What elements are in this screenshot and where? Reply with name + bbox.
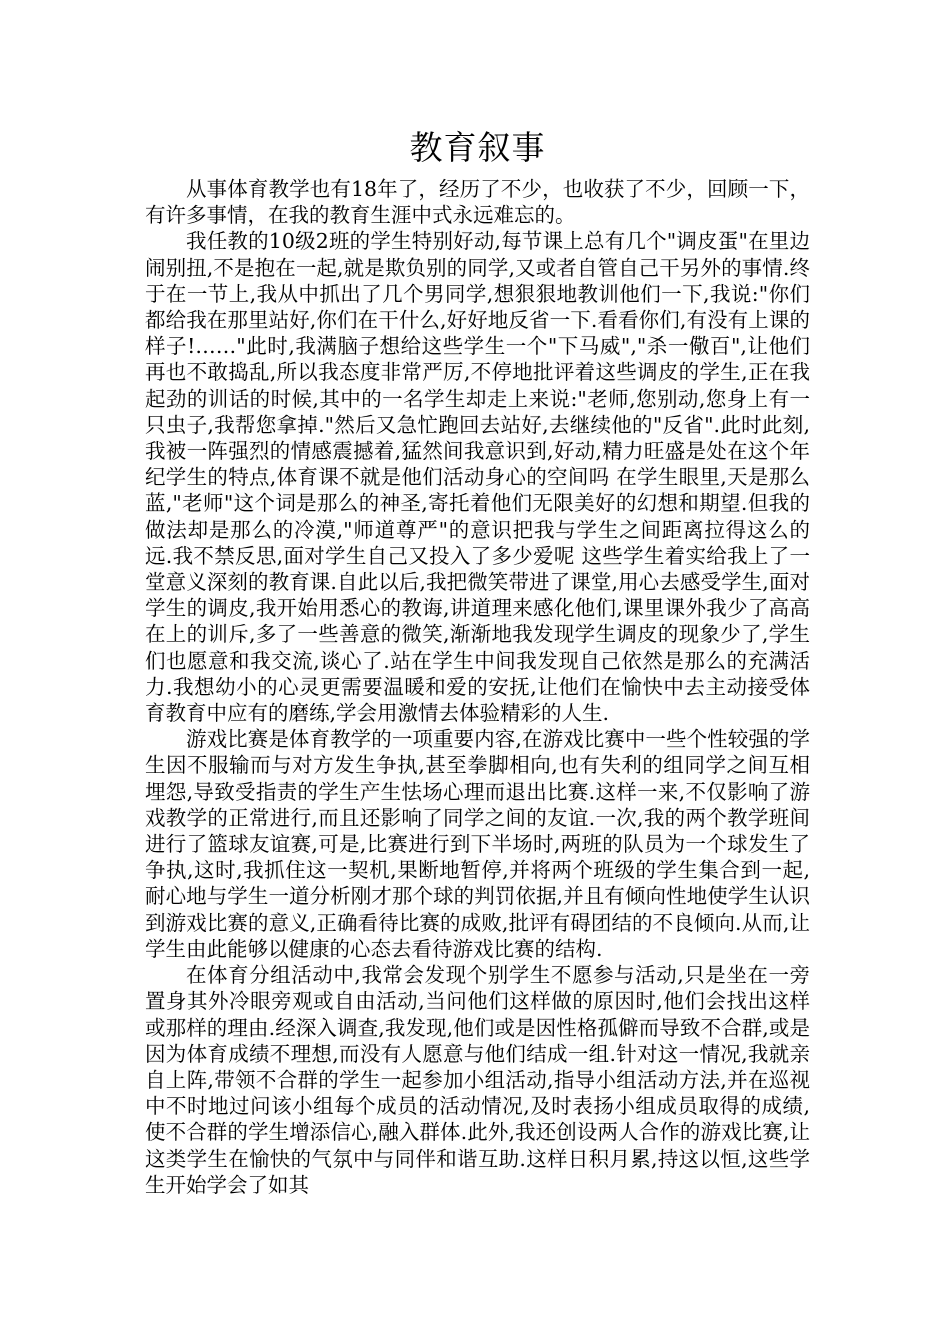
paragraph-4: 在体育分组活动中,我常会发现个别学生不愿参与活动,只是坐在一旁置身其外冷眼旁观或自由活动,当问他们这样做的原因时,他们会找出这样或那样的理由.经深入调查,我发现,他们或是因性格孤僻而导致不合群,或是因为体育成绩不理想,而没有人愿意与他们结成一组.针对这一情况,我就亲自上阵,带领不合群的学生一起参加小组活动,指导小组活动方法,并在巡视中不时地过问该小组每个成员的活动情况,及时表扬小组成员取得的成绩,使不合群的学生增添信心,融入群体.此外,我还创设两人合作的游戏比赛,让这类学生在愉快的气氛中与同伴和谐互助.这样日积月累,持这以恒,这些学生开始学会了如其 — [145, 963, 810, 1197]
paragraph-2: 我任教的10级2班的学生特别好动,每节课上总有几个"调皮蛋"在里边闹别扭,不是抱在一起,就是欺负别的同学,又或者自管自己干另外的事情.终于在一节上,我从中抓出了几个男同学,想狠狠地教训他们一下,我说:"你们都给我在那里站好,你们在干什么,好好地反省一下.看看你们,有没有上课的样子!……"此时,我满脑子想给这些学生一个"下马威","杀一儆百",让他们再也不敢捣乱,所以我态度非常严厉,不停地批评着这些调皮的学生,正在我起劲的训话的时候,其中的一名学生却走上来说:"老师,您别动,您身上有一只虫子,我帮您拿掉."然后又急忙跑回去站好,去继续他的"反省".此时此刻,我被一阵强烈的情感震撼着,猛然间我意识到,好动,精力旺盛是处在这个年纪学生的特点,体育课不就是他们活动身心的空间吗 在学生眼里,天是那么蓝,"老师"这个词是那么的神圣,寄托着他们无限美好的幻想和期望.但我的做法却是那么的冷漠,"师道尊严"的意识把我与学生之间距离拉得这么的远.我不禁反思,面对学生自己又投入了多少爱呢 这些学生着实给我上了一堂意义深刻的教育课.自此以后,我把微笑带进了课堂,用心去感受学生,面对学生的调皮,我开始用悉心的教诲,讲道理来感化他们,课里课外我少了高高在上的训斥,多了一些善意的微笑,渐渐地我发现学生调皮的现象少了,学生们也愿意和我交流,谈心了.站在学生中间我发现自己依然是那么的充满活力.我想幼小的心灵更需要温暖和爱的安抚,让他们在愉快中去主动接受体育教育中应有的磨练,学会用激情去体验精彩的人生. — [145, 229, 810, 726]
paragraph-1: 从事体育教学也有18年了，经历了不少，也收获了不少，回顾一下，有许多事情，在我的教育生涯中式永远难忘的。 — [145, 177, 810, 228]
document-page — [145, 128, 810, 1198]
document-title: 教育叙事 — [409, 128, 546, 167]
paragraph-3: 游戏比赛是体育教学的一项重要内容,在游戏比赛中一些个性较强的学生因不服输而与对方发生争执,甚至拳脚相向,也有失利的组同学之间互相埋怨,导致受指责的学生产生怯场心理而退出比赛.这样一来,不仅影响了游戏教学的正常进行,而且还影响了同学之间的友谊.一次,我的两个教学班间进行了篮球友谊赛,可是,比赛进行到下半场时,两班的队员为一个球发生了争执,这时,我抓住这一契机,果断地暂停,并将两个班级的学生集合到一起,耐心地与学生一道分析刚才那个球的判罚依据,并且有倾向性地使学生认识到游戏比赛的意义,正确看待比赛的成败,批评有碍团结的不良倾向.从而,让学生由此能够以健康的心态去看待游戏比赛的结构. — [145, 727, 810, 961]
